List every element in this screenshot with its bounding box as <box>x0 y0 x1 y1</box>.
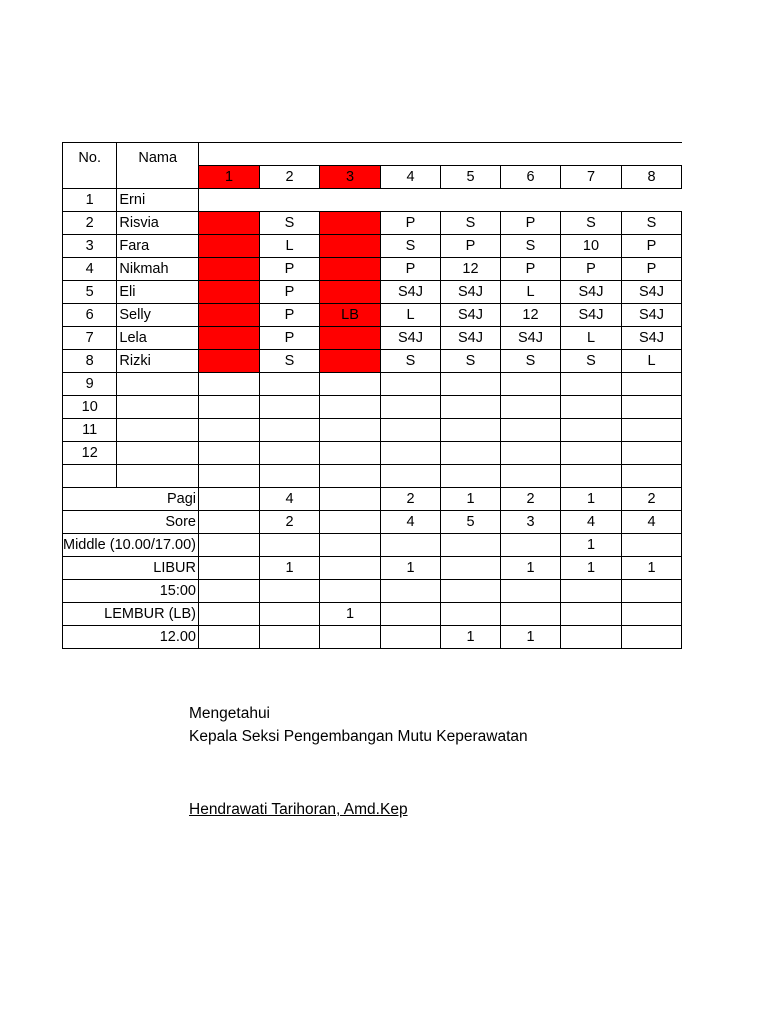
cell <box>501 465 561 488</box>
summary-value <box>622 626 682 649</box>
day-header-2: 2 <box>260 166 320 189</box>
summary-value <box>501 603 561 626</box>
summary-value <box>260 534 320 557</box>
header-top-row <box>63 143 682 166</box>
summary-value <box>199 557 260 580</box>
summary-value <box>320 488 381 511</box>
staff-number: 12 <box>63 442 117 465</box>
shift-cell <box>441 419 501 442</box>
shift-cell <box>381 419 441 442</box>
shift-cell <box>622 419 682 442</box>
staff-number: 5 <box>63 281 117 304</box>
shift-cell <box>320 235 381 258</box>
summary-label-cell <box>63 488 199 511</box>
staff-number: 1 <box>63 189 117 212</box>
name-header-cont <box>117 166 199 189</box>
summary-value <box>199 626 260 649</box>
shift-cell <box>199 258 260 281</box>
summary-value: 1 <box>441 488 501 511</box>
shift-cell: S <box>561 350 622 373</box>
summary-value <box>199 511 260 534</box>
shift-cell: P <box>260 327 320 350</box>
summary-value <box>501 534 561 557</box>
signature-block <box>189 702 528 821</box>
shift-cell <box>381 396 441 419</box>
shift-cell <box>199 281 260 304</box>
cell <box>561 465 622 488</box>
shift-cell <box>501 442 561 465</box>
shift-cell: S <box>260 212 320 235</box>
summary-value <box>561 626 622 649</box>
shift-cell: S4J <box>501 327 561 350</box>
shift-cell <box>199 304 260 327</box>
summary-value <box>561 603 622 626</box>
day-group-header <box>199 143 682 166</box>
staff-row <box>63 396 682 419</box>
staff-name: Rizki <box>117 350 199 373</box>
shift-cell: S <box>561 212 622 235</box>
shift-cell: L <box>561 327 622 350</box>
shift-cell <box>561 373 622 396</box>
shift-cell: S4J <box>622 281 682 304</box>
shift-cell: P <box>381 212 441 235</box>
shift-cell <box>199 235 260 258</box>
summary-value: 1 <box>441 626 501 649</box>
staff-name: Erni <box>117 189 199 212</box>
shift-cell <box>501 396 561 419</box>
summary-value: 1 <box>260 557 320 580</box>
summary-value <box>260 603 320 626</box>
summary-row <box>63 488 682 511</box>
shift-cell: S4J <box>441 304 501 327</box>
shift-cell: S4J <box>441 281 501 304</box>
shift-cell <box>320 350 381 373</box>
shift-cell: S4J <box>622 304 682 327</box>
shift-cell <box>199 350 260 373</box>
staff-row <box>63 189 682 212</box>
day-header-5: 5 <box>441 166 501 189</box>
shift-cell: P <box>501 258 561 281</box>
summary-label-cell <box>63 534 199 557</box>
summary-value <box>320 511 381 534</box>
summary-value <box>199 488 260 511</box>
shift-cell: S4J <box>622 327 682 350</box>
summary-value <box>381 580 441 603</box>
shift-cell <box>260 419 320 442</box>
cell <box>260 465 320 488</box>
shift-cell <box>622 396 682 419</box>
summary-value <box>320 626 381 649</box>
shift-cell: L <box>381 304 441 327</box>
no-header-cont <box>63 166 117 189</box>
shift-cell <box>199 212 260 235</box>
summary-value <box>441 534 501 557</box>
shift-cell: S <box>381 235 441 258</box>
summary-value: 4 <box>561 511 622 534</box>
name-header: Nama <box>117 143 199 166</box>
staff-row <box>63 212 682 235</box>
cell <box>320 465 381 488</box>
summary-value <box>622 603 682 626</box>
shift-cell: S4J <box>561 281 622 304</box>
staff-name <box>117 442 199 465</box>
shift-cell: S <box>622 212 682 235</box>
cell <box>381 465 441 488</box>
staff-number: 9 <box>63 373 117 396</box>
summary-value <box>561 580 622 603</box>
shift-cell: P <box>501 212 561 235</box>
shift-cell: S4J <box>561 304 622 327</box>
shift-cell <box>381 442 441 465</box>
summary-label: LEMBUR (LB) <box>104 606 196 622</box>
shift-cell <box>199 419 260 442</box>
summary-value <box>441 557 501 580</box>
summary-value: 1 <box>381 557 441 580</box>
staff-row <box>63 373 682 396</box>
staff-name: Selly <box>117 304 199 327</box>
summary-value: 5 <box>441 511 501 534</box>
summary-value <box>622 534 682 557</box>
staff-row <box>63 235 682 258</box>
staff-number: 11 <box>63 419 117 442</box>
summary-value <box>622 580 682 603</box>
shift-cell <box>320 258 381 281</box>
staff-number: 2 <box>63 212 117 235</box>
shift-cell <box>260 373 320 396</box>
staff-number: 10 <box>63 396 117 419</box>
summary-value: 4 <box>260 488 320 511</box>
day-header-6: 6 <box>501 166 561 189</box>
shift-cell: LB <box>320 304 381 327</box>
staff-number: 7 <box>63 327 117 350</box>
staff-name: Nikmah <box>117 258 199 281</box>
shift-cell: 10 <box>561 235 622 258</box>
summary-label-cell <box>63 557 199 580</box>
summary-label-cell <box>63 626 199 649</box>
staff-row <box>63 304 682 327</box>
summary-label: 15:00 <box>159 583 196 599</box>
shift-cell <box>561 419 622 442</box>
staff-number: 6 <box>63 304 117 327</box>
cell <box>117 465 199 488</box>
staff-name: Lela <box>117 327 199 350</box>
shift-cell <box>320 281 381 304</box>
summary-value <box>199 534 260 557</box>
shift-cell: P <box>260 258 320 281</box>
staff-row <box>63 419 682 442</box>
staff-row <box>63 350 682 373</box>
cell <box>63 465 117 488</box>
shift-cell: L <box>501 281 561 304</box>
shift-cell <box>199 396 260 419</box>
summary-value <box>501 580 561 603</box>
shift-cell <box>320 396 381 419</box>
summary-value <box>260 626 320 649</box>
staff-row <box>63 258 682 281</box>
summary-value <box>320 557 381 580</box>
shift-cell: P <box>561 258 622 281</box>
shift-cell <box>501 373 561 396</box>
cell <box>199 465 260 488</box>
summary-row <box>63 534 682 557</box>
shift-cell: P <box>260 281 320 304</box>
summary-label: Sore <box>165 514 196 530</box>
day-header-4: 4 <box>381 166 441 189</box>
shift-cell <box>561 442 622 465</box>
staff-name: Risvia <box>117 212 199 235</box>
summary-value <box>320 580 381 603</box>
summary-value: 2 <box>381 488 441 511</box>
staff-number: 4 <box>63 258 117 281</box>
summary-value: 1 <box>561 557 622 580</box>
summary-value <box>199 580 260 603</box>
shift-cell: S <box>501 350 561 373</box>
shift-cell-empty <box>199 189 682 212</box>
shift-cell <box>320 212 381 235</box>
summary-value: 1 <box>320 603 381 626</box>
summary-value <box>381 534 441 557</box>
day-header-1: 1 <box>199 166 260 189</box>
shift-cell <box>501 419 561 442</box>
shift-cell <box>199 327 260 350</box>
summary-label: LIBUR <box>153 560 196 576</box>
staff-number: 3 <box>63 235 117 258</box>
summary-label: 12.00 <box>159 629 196 645</box>
summary-value: 2 <box>260 511 320 534</box>
shift-cell: 12 <box>441 258 501 281</box>
shift-cell <box>199 373 260 396</box>
summary-value <box>441 603 501 626</box>
staff-name <box>117 373 199 396</box>
shift-cell: S <box>441 212 501 235</box>
summary-row <box>63 626 682 649</box>
shift-cell <box>320 442 381 465</box>
summary-value: 1 <box>561 534 622 557</box>
summary-value <box>260 580 320 603</box>
summary-label-cell <box>63 580 199 603</box>
shift-cell <box>622 442 682 465</box>
summary-row <box>63 603 682 626</box>
summary-row <box>63 557 682 580</box>
shift-cell: S <box>260 350 320 373</box>
signatory-name: Hendrawati Tarihoran, Amd.Kep <box>189 801 408 818</box>
shift-cell: S4J <box>381 327 441 350</box>
cell <box>622 465 682 488</box>
shift-cell <box>441 373 501 396</box>
staff-row <box>63 281 682 304</box>
summary-value <box>381 603 441 626</box>
summary-label-cell <box>63 511 199 534</box>
shift-cell: P <box>381 258 441 281</box>
staff-name: Eli <box>117 281 199 304</box>
summary-value: 3 <box>501 511 561 534</box>
shift-cell: S <box>501 235 561 258</box>
summary-value: 2 <box>622 488 682 511</box>
shift-cell <box>320 327 381 350</box>
shift-cell: L <box>622 350 682 373</box>
day-header-7: 7 <box>561 166 622 189</box>
shift-cell: S4J <box>381 281 441 304</box>
shift-cell: P <box>622 235 682 258</box>
shift-cell: P <box>441 235 501 258</box>
summary-value: 1 <box>501 557 561 580</box>
summary-value: 4 <box>381 511 441 534</box>
shift-cell <box>441 396 501 419</box>
staff-row <box>63 327 682 350</box>
acknowledgement-text: Mengetahui <box>189 705 271 722</box>
summary-value: 4 <box>622 511 682 534</box>
shift-cell <box>622 373 682 396</box>
shift-cell <box>441 442 501 465</box>
shift-cell: L <box>260 235 320 258</box>
summary-label: Pagi <box>166 491 196 507</box>
shift-cell: S <box>381 350 441 373</box>
schedule-table <box>62 142 682 649</box>
staff-name: Fara <box>117 235 199 258</box>
shift-cell <box>320 373 381 396</box>
summary-row <box>63 580 682 603</box>
signatory-title: Kepala Seksi Pengembangan Mutu Keperawatan <box>189 728 528 745</box>
summary-value <box>381 626 441 649</box>
staff-name <box>117 396 199 419</box>
shift-cell: P <box>260 304 320 327</box>
day-header-row <box>63 166 682 189</box>
summary-value: 1 <box>501 626 561 649</box>
day-header-3: 3 <box>320 166 381 189</box>
day-header-8: 8 <box>622 166 682 189</box>
shift-cell <box>381 373 441 396</box>
summary-value <box>320 534 381 557</box>
staff-row <box>63 442 682 465</box>
cell <box>441 465 501 488</box>
summary-row <box>63 511 682 534</box>
summary-label: Middle (10.00/17.00) <box>63 537 196 553</box>
shift-cell: S <box>441 350 501 373</box>
spacer-row <box>63 465 682 488</box>
summary-value: 1 <box>622 557 682 580</box>
shift-cell <box>260 442 320 465</box>
shift-cell: P <box>622 258 682 281</box>
shift-cell: S4J <box>441 327 501 350</box>
shift-cell <box>320 419 381 442</box>
shift-cell: 12 <box>501 304 561 327</box>
summary-value <box>199 603 260 626</box>
summary-value <box>441 580 501 603</box>
shift-cell <box>199 442 260 465</box>
shift-cell <box>260 396 320 419</box>
no-header: No. <box>63 143 117 166</box>
summary-value: 2 <box>501 488 561 511</box>
summary-value: 1 <box>561 488 622 511</box>
summary-label-cell <box>63 603 199 626</box>
staff-number: 8 <box>63 350 117 373</box>
staff-name <box>117 419 199 442</box>
shift-cell <box>561 396 622 419</box>
